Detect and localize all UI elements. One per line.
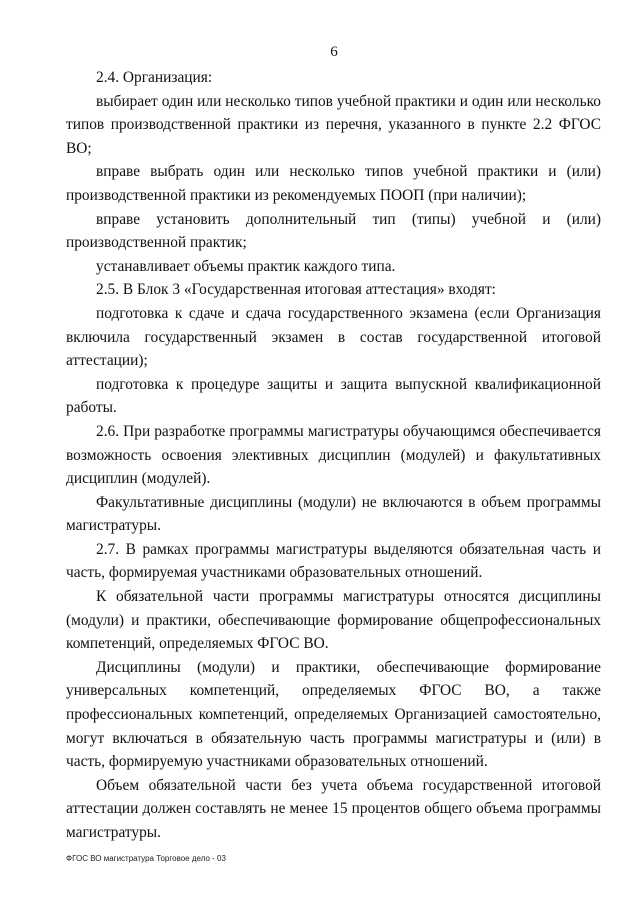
paragraph-mandatory-part: К обязательной части программы магистратуры относятся дисциплины (модули) и практики, обеспечивающие формирование общепрофессиональных компетенций, определяемых ФГОС ВО. <box>66 588 601 653</box>
paragraph-thesis-defense: подготовка к процедуре защиты и защита выпускной квалификационной работы. <box>66 375 601 417</box>
paragraph-practice-volume: устанавливает объемы практик каждого типа. <box>96 257 396 275</box>
footer-note: ФГОС ВО магистратура Торговое дело - 03 <box>66 854 226 863</box>
paragraph-practice-selection: выбирает один или несколько типов учебной практики и один или несколько типов производственной практики из перечня, указанного в пункте 2.2 ФГОС ВО; <box>66 92 601 157</box>
paragraph-optional-disciplines: Факультативные дисциплины (модули) не включаются в объем программы магистратуры. <box>66 493 601 535</box>
paragraph-2-5-heading: 2.5. В Блок 3 «Государственная итоговая аттестация» входят: <box>96 281 496 299</box>
paragraph-universal-competencies: Дисциплины (модули) и практики, обеспечивающие формирование универсальных компетенций, определяемых ФГОС ВО, а также профессиональных компетенций, определяемых Организацией самостоятельно, могут включаться в обязательную часть программы магистратуры и (или) в часть, формируемую участниками образовательных отношений. <box>66 658 601 771</box>
paragraph-state-exam: подготовка к сдаче и сдача государственного экзамена (если Организация включила государственный экзамен в состав государственной итоговой аттестации); <box>66 304 601 370</box>
document-body <box>66 66 601 845</box>
paragraph-2-4-heading: 2.4. Организация: <box>96 69 213 86</box>
paragraph-recommended-practice: вправе выбрать один или несколько типов учебной практики и (или) производственной практики из рекомендуемых ПООП (при наличии); <box>66 163 601 204</box>
paragraph-2-6-elective: 2.6. При разработке программы магистратуры обучающимся обеспечивается возможность освоения элективных дисциплин (модулей) и факультативных дисциплин (модулей). <box>66 422 601 488</box>
page-number: 6 <box>330 44 338 60</box>
paragraph-2-7-parts: 2.7. В рамках программы магистратуры выделяются обязательная часть и часть, формируемая участниками образовательных отношений. <box>66 540 601 582</box>
paragraph-mandatory-volume: Объем обязательной части без учета объема государственной итоговой аттестации должен составлять не менее 15 процентов общего объема программы магистратуры. <box>66 776 601 841</box>
paragraph-additional-practice: вправе установить дополнительный тип (типы) учебной и (или) производственной практик; <box>66 210 601 252</box>
